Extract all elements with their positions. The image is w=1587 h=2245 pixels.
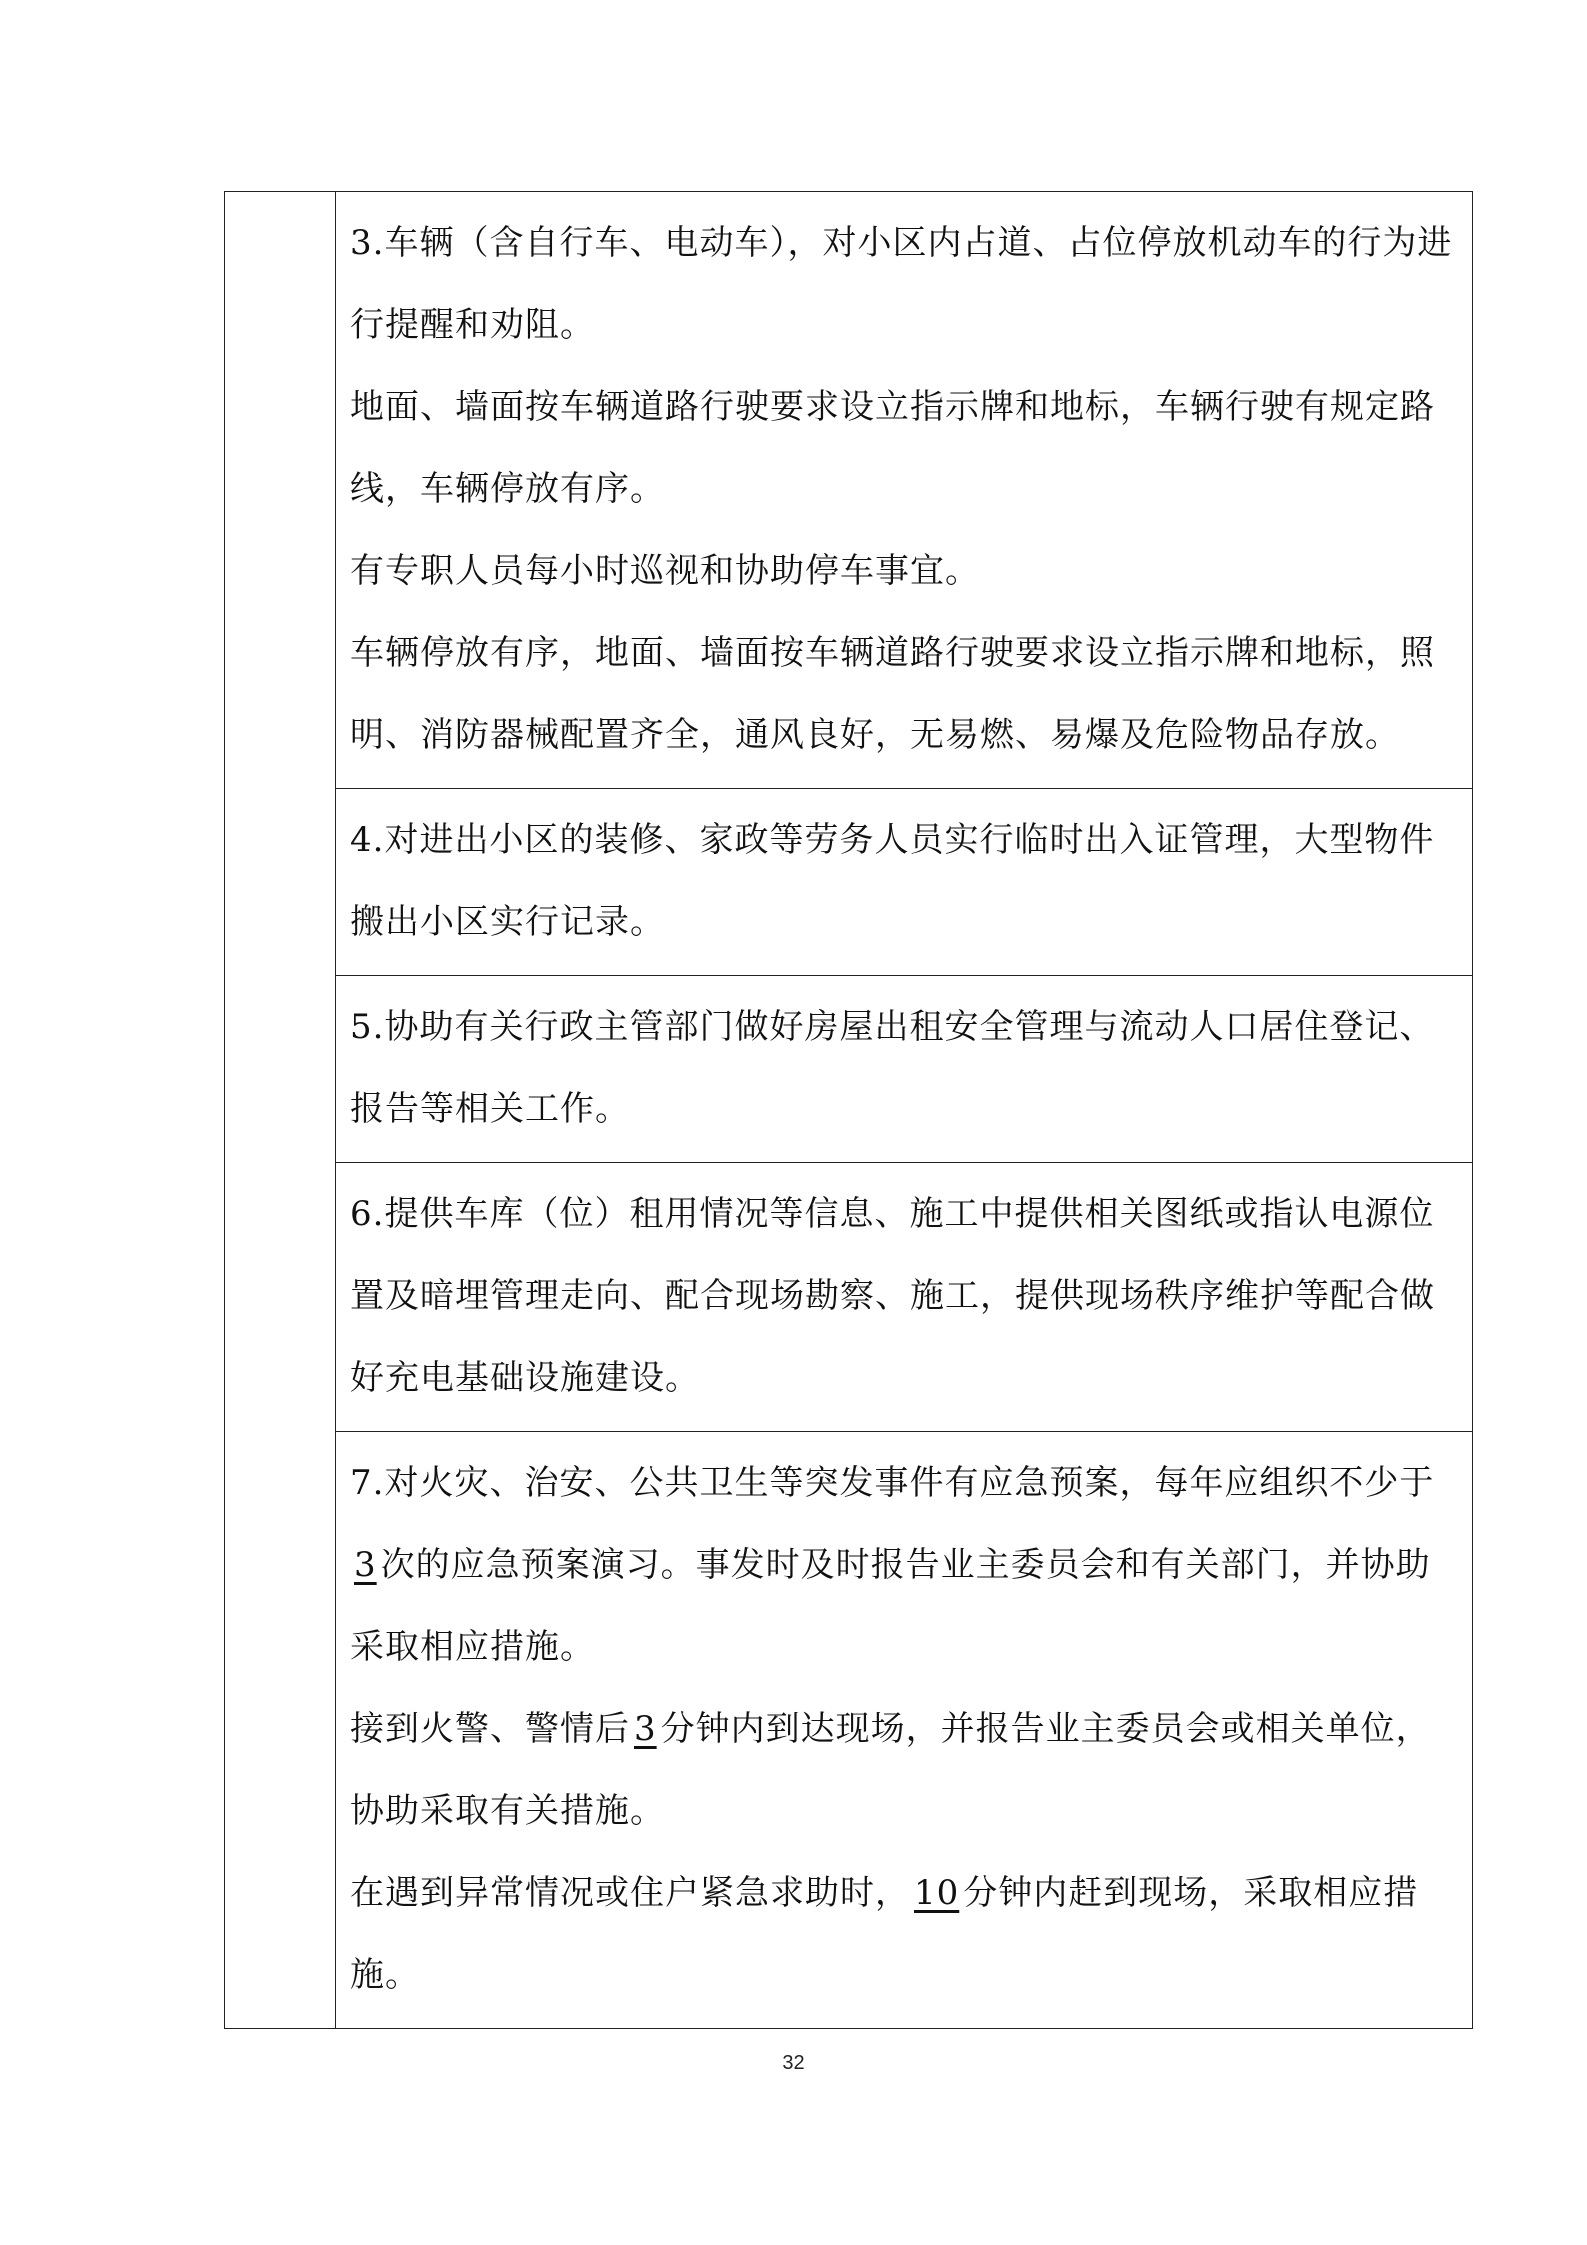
content-cell bbox=[336, 1432, 1473, 2029]
table-row bbox=[225, 976, 1473, 1163]
paragraph: 5.协助有关行政主管部门做好房屋出租安全管理与流动人口居住登记、报告等相关工作。 bbox=[350, 1007, 1435, 1129]
content-table bbox=[224, 191, 1473, 2029]
paragraph: 3.车辆（含自行车、电动车），对小区内占道、占位停放机动车的行为进行提醒和劝阻。 bbox=[350, 223, 1453, 345]
fill-in-blank: 10 bbox=[914, 1873, 960, 1913]
page-number: 32 bbox=[782, 2052, 805, 2074]
paragraph-text: 接到火警、警情后 bbox=[350, 1709, 630, 1749]
paragraph-text: 在遇到异常情况或住户紧急求助时， bbox=[350, 1873, 910, 1913]
category-cell bbox=[225, 192, 336, 2029]
table-row bbox=[225, 1432, 1473, 2029]
paragraph bbox=[350, 1852, 1458, 2016]
paragraph bbox=[350, 1688, 1458, 1852]
content-cell bbox=[336, 1163, 1473, 1432]
paragraph: 车辆停放有序，地面、墙面按车辆道路行驶要求设立指示牌和地标，照明、消防器械配置齐全，通风良好，无易燃、易爆及危险物品存放。 bbox=[350, 633, 1435, 755]
paragraph bbox=[350, 1442, 1458, 1688]
paragraph-text: 分钟内到达现场，并报告业主委员会或相关单位，协助采取有关措施。 bbox=[350, 1709, 1431, 1831]
fill-in-blank: 3 bbox=[634, 1709, 657, 1749]
table-row bbox=[225, 1163, 1473, 1432]
fill-in-blank: 3 bbox=[354, 1545, 377, 1585]
paragraph-text: 次的应急预案演习。事发时及时报告业主委员会和有关部门，并协助采取相应措施。 bbox=[350, 1545, 1431, 1667]
paragraph: 6.提供车库（位）租用情况等信息、施工中提供相关图纸或指认电源位置及暗埋管理走向、配合现场勘察、施工，提供现场秩序维护等配合做好充电基础设施建设。 bbox=[350, 1194, 1435, 1398]
content-cell bbox=[336, 192, 1473, 789]
paragraph: 4.对进出小区的装修、家政等劳务人员实行临时出入证管理，大型物件搬出小区实行记录。 bbox=[350, 820, 1435, 942]
content-cell bbox=[336, 789, 1473, 976]
table-row bbox=[225, 789, 1473, 976]
paragraph-text: 分钟内赶到现场，采取相应措施。 bbox=[350, 1873, 1419, 1995]
content-cell bbox=[336, 976, 1473, 1163]
paragraph: 地面、墙面按车辆道路行驶要求设立指示牌和地标，车辆行驶有规定路线，车辆停放有序。 bbox=[350, 387, 1435, 509]
paragraph-text: 7.对火灾、治安、公共卫生等突发事件有应急预案，每年应组织不少于 bbox=[350, 1463, 1435, 1503]
paragraph: 有专职人员每小时巡视和协助停车事宜。 bbox=[350, 551, 980, 591]
table-row bbox=[225, 192, 1473, 789]
